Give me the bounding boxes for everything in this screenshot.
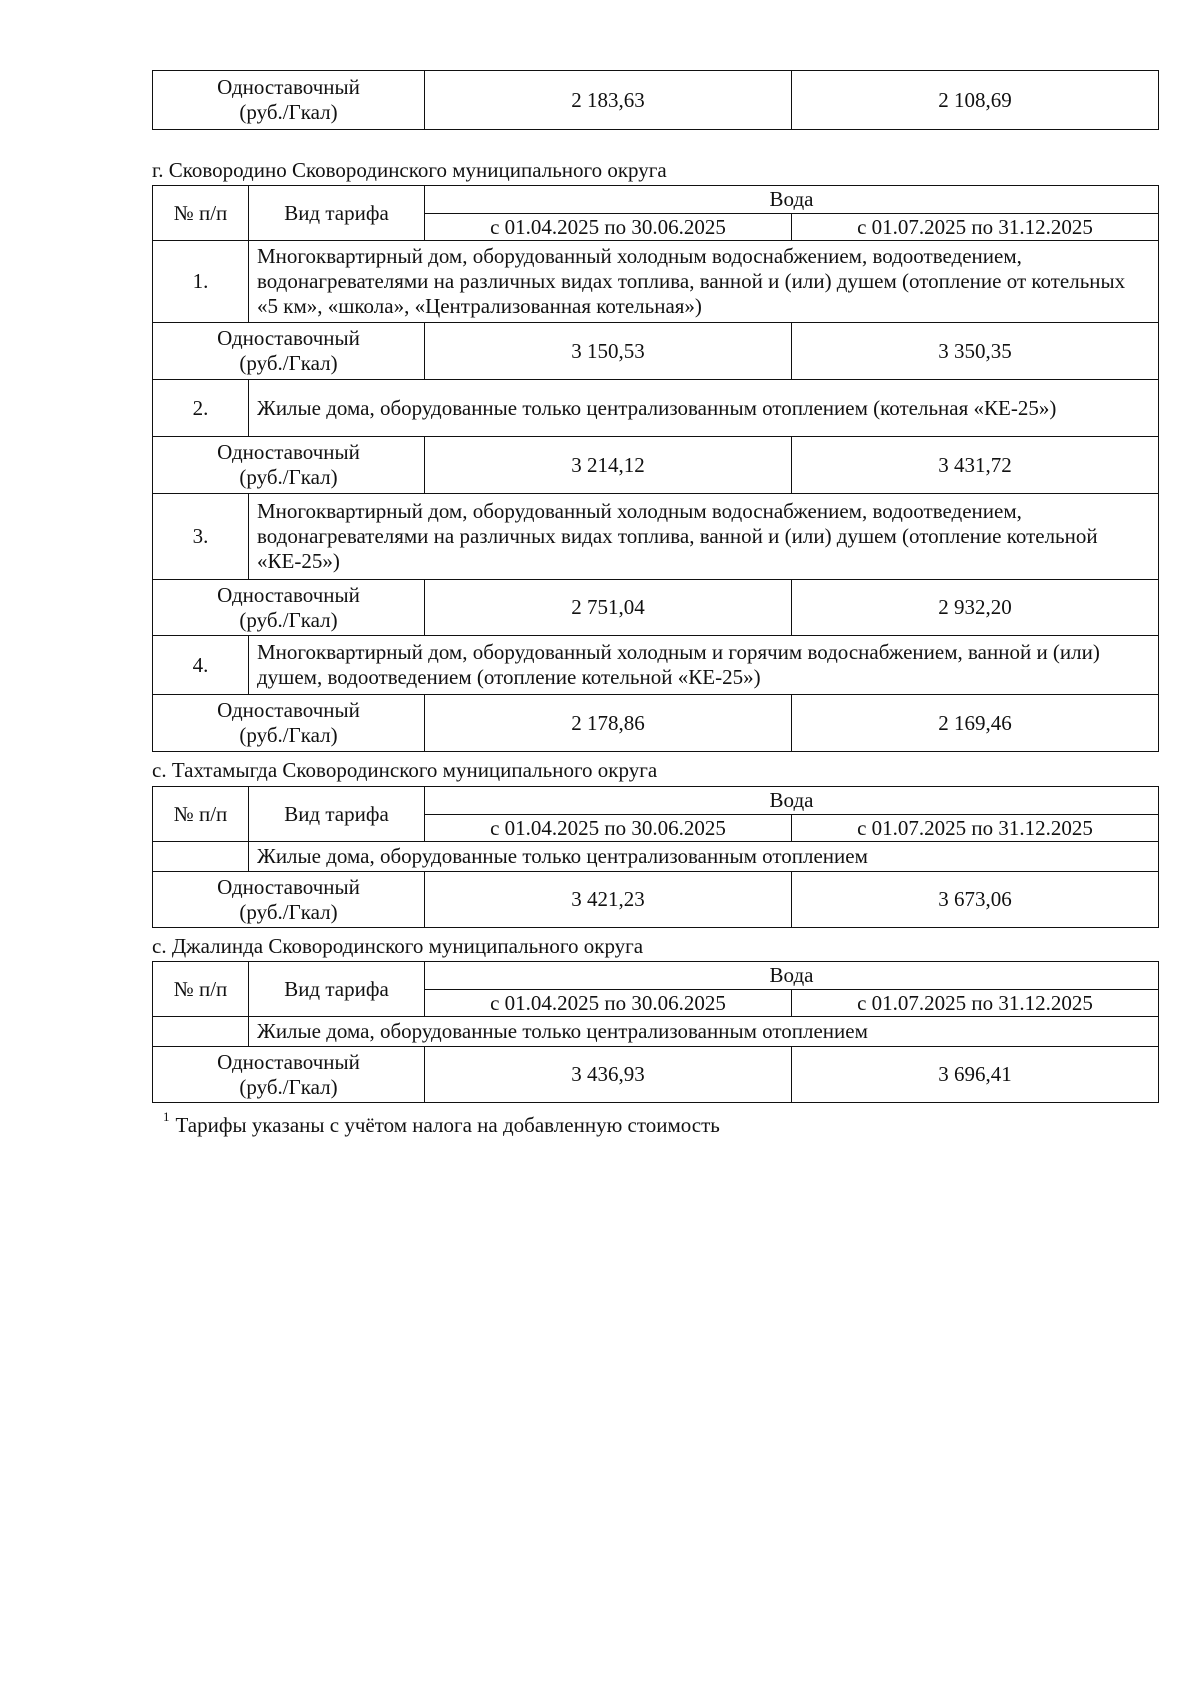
tariff-table-takhtamygda [152, 786, 1159, 928]
header-num: № п/п [153, 787, 249, 842]
tariff-value-period-1: 3 214,12 [425, 437, 792, 494]
tariff-type: Одноставочный [217, 1049, 360, 1074]
row-number: 1. [153, 241, 249, 323]
tariff-unit: (руб./Гкал) [239, 607, 338, 632]
tariff-value-period-2: 3 350,35 [792, 323, 1159, 380]
header-period-1: с 01.04.2025 по 30.06.2025 [425, 990, 792, 1017]
tariff-value-period-1: 2 183,63 [425, 71, 792, 130]
tariff-type-cell [153, 872, 425, 928]
row-description: Многоквартирный дом, оборудованный холодным и горячим водоснабжением, ванной и (или) душем, водоотведением (отопление котельной «КЕ-25») [249, 636, 1159, 695]
header-row [153, 962, 1159, 990]
table-row [153, 1017, 1159, 1047]
tariff-unit: (руб./Гкал) [239, 465, 338, 489]
header-tariff: Вид тарифа [249, 787, 425, 842]
tariff-value-period-2: 3 431,72 [792, 437, 1159, 494]
header-water: Вода [425, 787, 1159, 815]
header-row [153, 787, 1159, 815]
tariff-type: Одноставочный [217, 440, 360, 464]
header-num: № п/п [153, 962, 249, 1017]
row-number [153, 1017, 249, 1047]
header-period-2: с 01.07.2025 по 31.12.2025 [792, 815, 1159, 842]
table-row [153, 842, 1159, 872]
tariff-type-cell [153, 71, 425, 130]
row-number [153, 842, 249, 872]
tariff-value-period-1: 2 178,86 [425, 695, 792, 752]
header-period-1: с 01.04.2025 по 30.06.2025 [425, 214, 792, 241]
section-caption-skovorodino: г. Сковородино Сковородинского муниципального округа [152, 158, 667, 182]
tariff-type: Одноставочный [217, 582, 360, 607]
header-water: Вода [425, 186, 1159, 214]
tariff-row [153, 437, 1159, 494]
table-row [153, 380, 1159, 437]
section-caption-takhtamygda: с. Тахтамыгда Сковородинского муниципального округа [152, 758, 658, 782]
tariff-unit: (руб./Гкал) [239, 100, 338, 124]
table-row [153, 241, 1159, 323]
header-row [153, 186, 1159, 214]
footnote-mark: 1 [163, 1109, 170, 1124]
row-description: Жилые дома, оборудованные только централизованным отоплением [249, 1017, 1159, 1047]
footnote [163, 1107, 720, 1138]
tariff-value-period-1: 3 436,93 [425, 1047, 792, 1103]
tariff-unit: (руб./Гкал) [239, 351, 338, 375]
tariff-table-dzhalinda [152, 961, 1159, 1103]
tariff-type: Одноставочный [217, 326, 360, 350]
header-period-1: с 01.04.2025 по 30.06.2025 [425, 815, 792, 842]
tariff-unit: (руб./Гкал) [239, 1074, 338, 1099]
tariff-row [153, 872, 1159, 928]
row-description: Жилые дома, оборудованные только централизованным отоплением [249, 842, 1159, 872]
row-description: Многоквартирный дом, оборудованный холодным водоснабжением, водоотведением, водонагревателями на различных видах топлива, ванной и (или) душем (отопление от котельных «5 км», «школа», «Централизованная котельная») [249, 241, 1159, 323]
tariff-type: Одноставочный [217, 75, 360, 99]
header-tariff: Вид тарифа [249, 962, 425, 1017]
table-row [153, 636, 1159, 695]
tariff-type-cell [153, 1047, 425, 1103]
header-num: № п/п [153, 186, 249, 241]
tariff-value-period-2: 3 673,06 [792, 872, 1159, 928]
tariff-row [153, 580, 1159, 636]
tariff-value-period-2: 2 108,69 [792, 71, 1159, 130]
tariff-table-skovorodino [152, 185, 1159, 752]
row-description: Жилые дома, оборудованные только централизованным отоплением (котельная «КЕ-25») [249, 380, 1159, 437]
header-tariff: Вид тарифа [249, 186, 425, 241]
tariff-value-period-2: 2 932,20 [792, 580, 1159, 636]
continuation-table [152, 70, 1159, 130]
row-number: 2. [153, 380, 249, 437]
header-period-2: с 01.07.2025 по 31.12.2025 [792, 990, 1159, 1017]
tariff-type: Одноставочный [217, 874, 360, 899]
tariff-type-cell [153, 323, 425, 380]
tariff-type-cell [153, 695, 425, 752]
tariff-row [153, 71, 1159, 130]
tariff-type-cell [153, 437, 425, 494]
tariff-value-period-1: 2 751,04 [425, 580, 792, 636]
row-description: Многоквартирный дом, оборудованный холодным водоснабжением, водоотведением, водонагревателями на различных видах топлива, ванной и (или) душем (отопление котельной «КЕ-25») [249, 494, 1159, 580]
tariff-row [153, 1047, 1159, 1103]
tariff-value-period-2: 2 169,46 [792, 695, 1159, 752]
row-number: 4. [153, 636, 249, 695]
header-period-2: с 01.07.2025 по 31.12.2025 [792, 214, 1159, 241]
tariff-unit: (руб./Гкал) [239, 899, 338, 924]
tariff-value-period-1: 3 150,53 [425, 323, 792, 380]
tariff-row [153, 323, 1159, 380]
tariff-value-period-1: 3 421,23 [425, 872, 792, 928]
header-water: Вода [425, 962, 1159, 990]
row-number: 3. [153, 494, 249, 580]
tariff-type-cell [153, 580, 425, 636]
tariff-type: Одноставочный [217, 698, 360, 722]
table-row [153, 494, 1159, 580]
tariff-unit: (руб./Гкал) [239, 723, 338, 747]
tariff-value-period-2: 3 696,41 [792, 1047, 1159, 1103]
tariff-row [153, 695, 1159, 752]
footnote-text: Тарифы указаны с учётом налога на добавленную стоимость [175, 1113, 720, 1137]
section-caption-dzhalinda: с. Джалинда Сковородинского муниципального округа [152, 934, 644, 958]
